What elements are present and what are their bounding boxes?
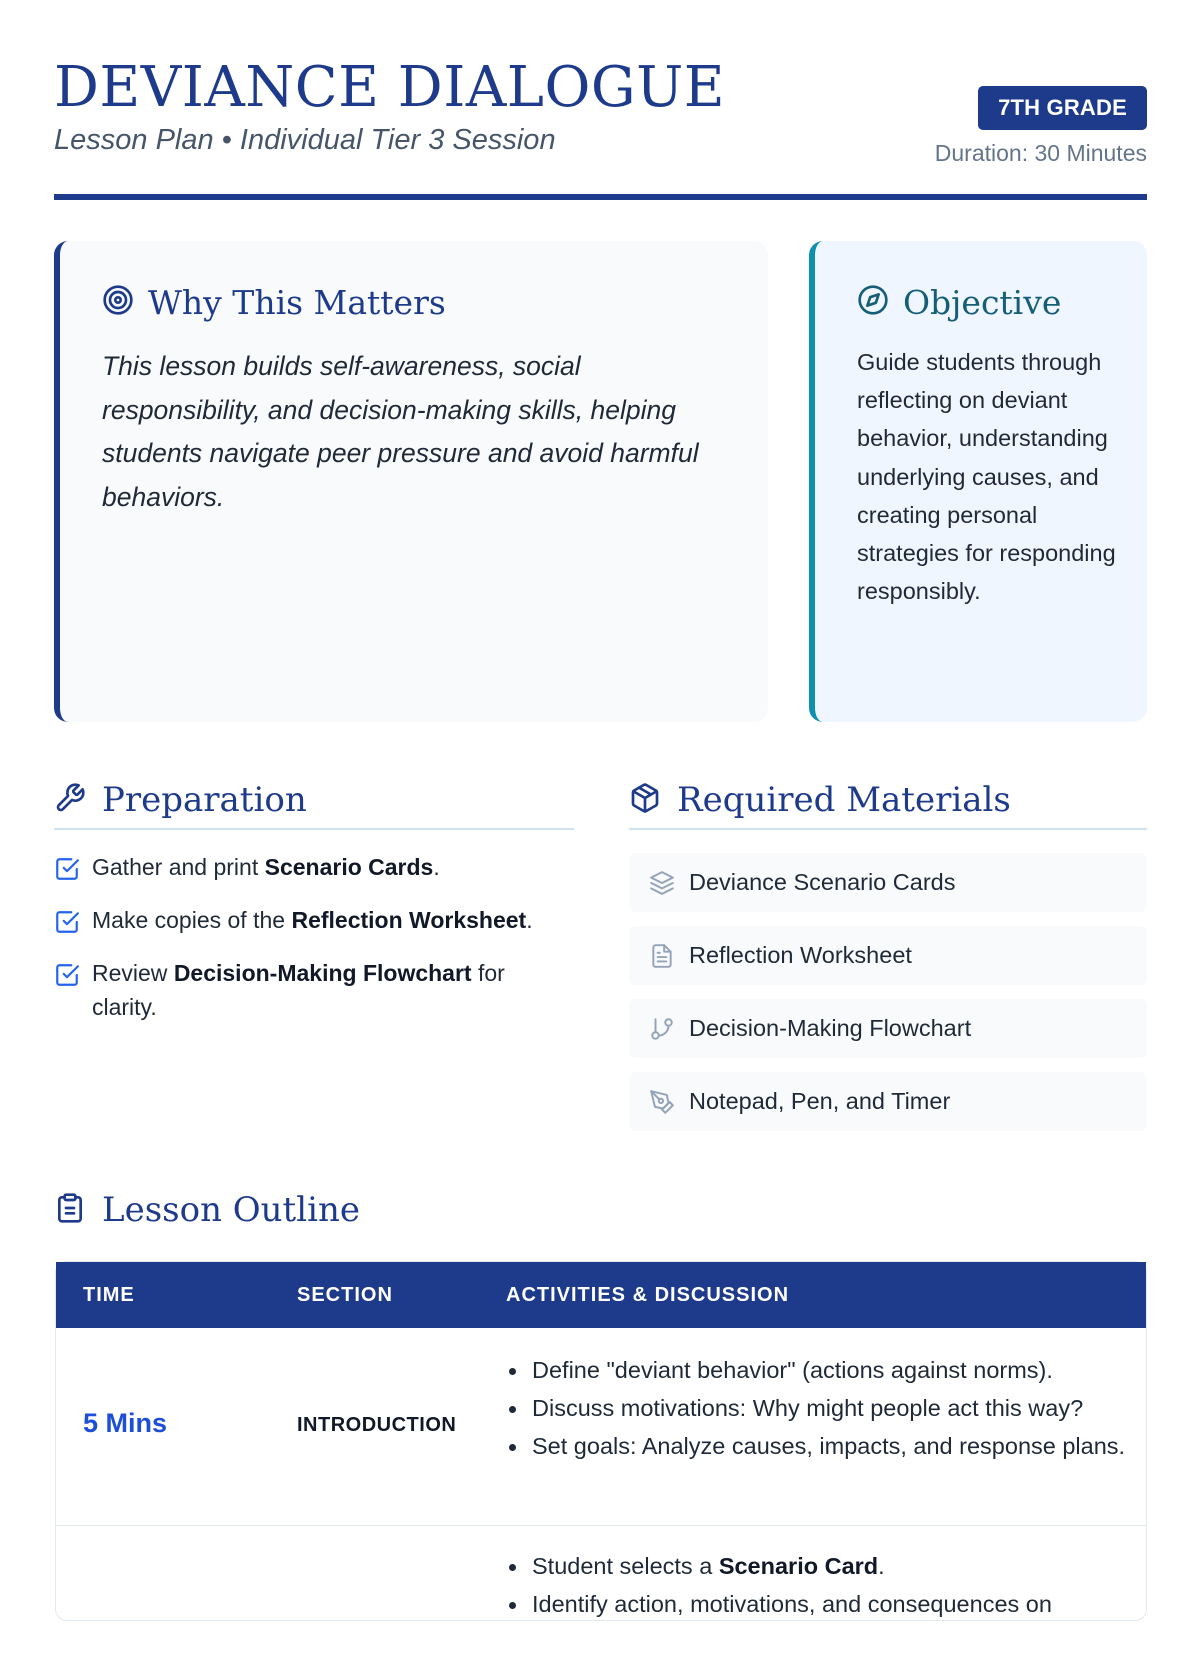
preparation-heading: Preparation (102, 780, 307, 820)
header-divider (54, 194, 1147, 200)
page-subtitle: Lesson Plan • Individual Tier 3 Session (54, 124, 556, 156)
list-item (629, 999, 1147, 1058)
layers-icon (649, 870, 675, 896)
column-header-time: TIME (83, 1284, 135, 1306)
materials-divider (629, 828, 1147, 830)
checkbox-icon (54, 909, 80, 935)
list-item: Discuss motivations: Why might people act this way? (506, 1392, 1126, 1425)
list-item: Student selects a Scenario Card. (506, 1550, 1126, 1583)
list-item: Identify action, motivations, and consequences on (506, 1588, 1126, 1621)
preparation-list (54, 850, 574, 1043)
wrench-icon (54, 782, 86, 819)
page-header (54, 56, 1147, 201)
row-time: 5 Mins (83, 1408, 168, 1438)
package-icon (629, 782, 661, 819)
list-item (629, 926, 1147, 985)
column-header-section: SECTION (297, 1284, 393, 1306)
materials-header (629, 780, 1011, 820)
outline-heading: Lesson Outline (102, 1190, 360, 1230)
grade-badge: 7TH GRADE (978, 86, 1147, 130)
checkbox-icon (54, 962, 80, 988)
table-header (56, 1262, 1146, 1328)
objective-text: Guide students through reflecting on deviant behavior, understanding underlying causes, and creating personal strategies for responding responsibly. (857, 349, 1116, 605)
outline-header (54, 1190, 360, 1230)
column-header-activities: ACTIVITIES & DISCUSSION (506, 1284, 790, 1306)
duration-label: Duration: 30 Minutes (934, 140, 1147, 166)
objective-card-header (857, 283, 1061, 322)
row-activities (506, 1354, 1126, 1468)
list-item (629, 1072, 1147, 1131)
row-activities (506, 1550, 1126, 1626)
list-item (54, 903, 574, 937)
why-heading: Why This Matters (148, 283, 446, 322)
table-row (56, 1328, 1146, 1526)
lesson-outline-table (55, 1261, 1147, 1621)
target-icon (102, 284, 134, 321)
row-section: INTRODUCTION (297, 1414, 457, 1436)
compass-icon (857, 284, 889, 321)
page-title: DEVIANCE DIALOGUE (54, 55, 726, 120)
prep-item-text: Review Decision-Making Flowchart for clarity. (92, 960, 505, 1020)
header-meta (935, 86, 1147, 167)
materials-list (629, 853, 1147, 1145)
table-row (56, 1526, 1146, 1666)
material-label: Notepad, Pen, and Timer (689, 1088, 951, 1114)
clipboard-icon (54, 1192, 86, 1229)
checkbox-icon (54, 856, 80, 882)
list-item: Set goals: Analyze causes, impacts, and response plans. (506, 1430, 1126, 1463)
prep-item-text: Gather and print Scenario Cards. (92, 854, 440, 880)
list-item (54, 850, 574, 884)
git-branch-icon (649, 1016, 675, 1042)
list-item: Define "deviant behavior" (actions against norms). (506, 1354, 1126, 1387)
material-label: Reflection Worksheet (689, 942, 912, 968)
preparation-header (54, 780, 307, 820)
why-text: This lesson builds self-awareness, social responsibility, and decision-making skills, helping students navigate peer pressure and avoid harmful behaviors. (102, 351, 699, 512)
pen-tool-icon (649, 1089, 675, 1115)
why-card (54, 241, 768, 722)
material-label: Decision-Making Flowchart (689, 1015, 972, 1041)
document-icon (649, 943, 675, 969)
preparation-divider (54, 828, 574, 830)
materials-heading: Required Materials (677, 780, 1011, 820)
list-item (629, 853, 1147, 912)
objective-heading: Objective (903, 283, 1062, 322)
material-label: Deviance Scenario Cards (689, 869, 956, 895)
objective-card (809, 241, 1147, 722)
list-item (54, 956, 574, 1024)
why-card-header (102, 283, 446, 322)
prep-item-text: Make copies of the Reflection Worksheet. (92, 907, 533, 933)
